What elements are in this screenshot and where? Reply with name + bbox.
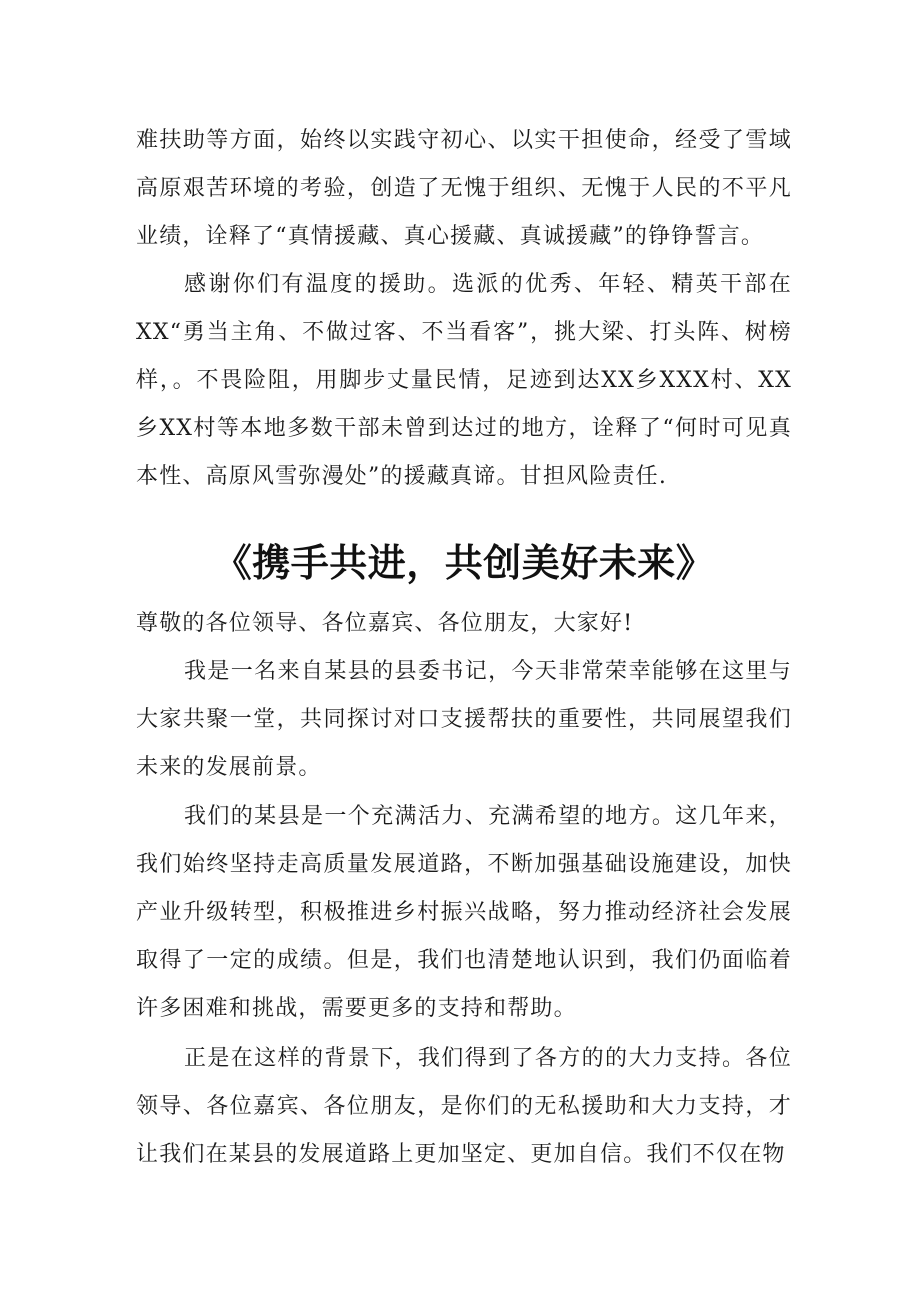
intro-paragraph-2: 感谢你们有温度的援助。选派的优秀、年轻、精英干部在XX“勇当主角、不做过客、不当看客”，挑大梁、打头阵、树榜样，。不畏险阻，用脚步丈量民情，足迹到达XX乡XXX村、XX乡XX村等本地多数干部未曾到达过的地方，诠释了“何时可见真本性、高原风雪弥漫处”的援藏真谛。甘担风险责任. xyxy=(136,272,792,489)
intro-paragraph-1: 难扶助等方面，始终以实践守初心、以实干担使命，经受了雪域高原艰苦环境的考验，创造了无愧于组织、无愧于人民的不平凡业绩，诠释了“真情援藏、真心援藏、真诚援藏”的铮铮誓言。 xyxy=(136,128,792,249)
greeting-line: 尊敬的各位领导、各位嘉宾、各位朋友，大家好! xyxy=(136,611,634,636)
body-paragraph-1: 我是一名来自某县的县委书记，今天非常荣幸能够在这里与大家共聚一堂，共同探讨对口支援帮扶的重要性，共同展望我们未来的发展前景。 xyxy=(136,659,792,780)
body-paragraph-3: 正是在这样的背景下，我们得到了各方的的大力支持。各位领导、各位嘉宾、各位朋友，是你们的无私援助和大力支持，才让我们在某县的发展道路上更加坚定、更加自信。我们不仅在物 xyxy=(136,1046,792,1167)
body-paragraph-2: 我们的某县是一个充满活力、充满希望的地方。这几年来，我们始终坚持走高质量发展道路，不断加强基础设施建设，加快产业升级转型，积极推进乡村振兴战略，努力推动经济社会发展取得了一定的成绩。但是，我们也清楚地认识到，我们仍面临着许多困难和挑战，需要更多的支持和帮助。 xyxy=(136,804,792,1021)
speech-title: 《携手共进，共创美好未来》 xyxy=(213,541,715,585)
